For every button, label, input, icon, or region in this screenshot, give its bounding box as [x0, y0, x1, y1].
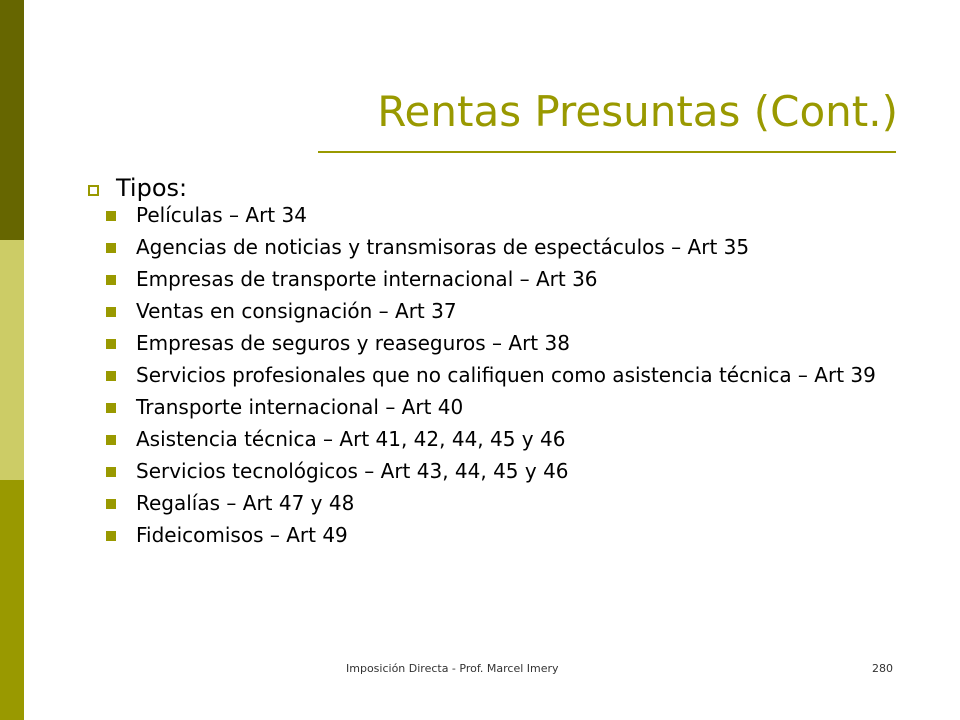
footer-caption: Imposición Directa - Prof. Marcel Imery: [346, 662, 559, 675]
square-bullet-icon: [106, 499, 116, 509]
square-bullet-icon: [106, 275, 116, 285]
list-item-text: Empresas de transporte internacional – Art 36: [136, 267, 598, 291]
list-item: [106, 205, 916, 225]
list-item-text: Agencias de noticias y transmisoras de espectáculos – Art 35: [136, 235, 750, 259]
hollow-square-bullet-icon: [88, 185, 99, 196]
list-item-text: Servicios tecnológicos – Art 43, 44, 45 y 46: [136, 459, 569, 483]
square-bullet-icon: [106, 467, 116, 477]
list-item: [106, 237, 916, 257]
list-item-text: Asistencia técnica – Art 41, 42, 44, 45 y 46: [136, 427, 566, 451]
list-item-text: Servicios profesionales que no califiquen como asistencia técnica – Art 39: [136, 363, 876, 387]
page-number: 280: [872, 662, 893, 675]
list-item: [106, 461, 916, 481]
title-underline: [318, 151, 896, 153]
list-item: [106, 333, 916, 353]
square-bullet-icon: [106, 339, 116, 349]
square-bullet-icon: [106, 243, 116, 253]
list-item: [106, 365, 916, 385]
list-item-text: Transporte internacional – Art 40: [136, 395, 464, 419]
square-bullet-icon: [106, 403, 116, 413]
square-bullet-icon: [106, 435, 116, 445]
list-item-text: Ventas en consignación – Art 37: [136, 299, 457, 323]
list-item: [106, 301, 916, 321]
list-item-text: Fideicomisos – Art 49: [136, 523, 348, 547]
slide-title: Rentas Presuntas (Cont.): [377, 87, 898, 136]
list-item-text: Empresas de seguros y reaseguros – Art 38: [136, 331, 570, 355]
level1-label: Tipos:: [116, 174, 188, 202]
sidebar-stripe: [0, 0, 24, 720]
list-item: [106, 525, 916, 545]
list-item: [106, 493, 916, 513]
list-item-text: Películas – Art 34: [136, 203, 307, 227]
square-bullet-icon: [106, 371, 116, 381]
list-item: [106, 397, 916, 417]
square-bullet-icon: [106, 307, 116, 317]
sidebar-segment-dark: [0, 0, 24, 240]
list-item: [106, 429, 916, 449]
square-bullet-icon: [106, 211, 116, 221]
sidebar-segment-light: [0, 240, 24, 480]
sidebar-segment-medium: [0, 480, 24, 720]
level1-item: [88, 168, 187, 208]
types-list: [106, 205, 916, 557]
list-item: [106, 269, 916, 289]
list-item-text: Regalías – Art 47 y 48: [136, 491, 355, 515]
square-bullet-icon: [106, 531, 116, 541]
